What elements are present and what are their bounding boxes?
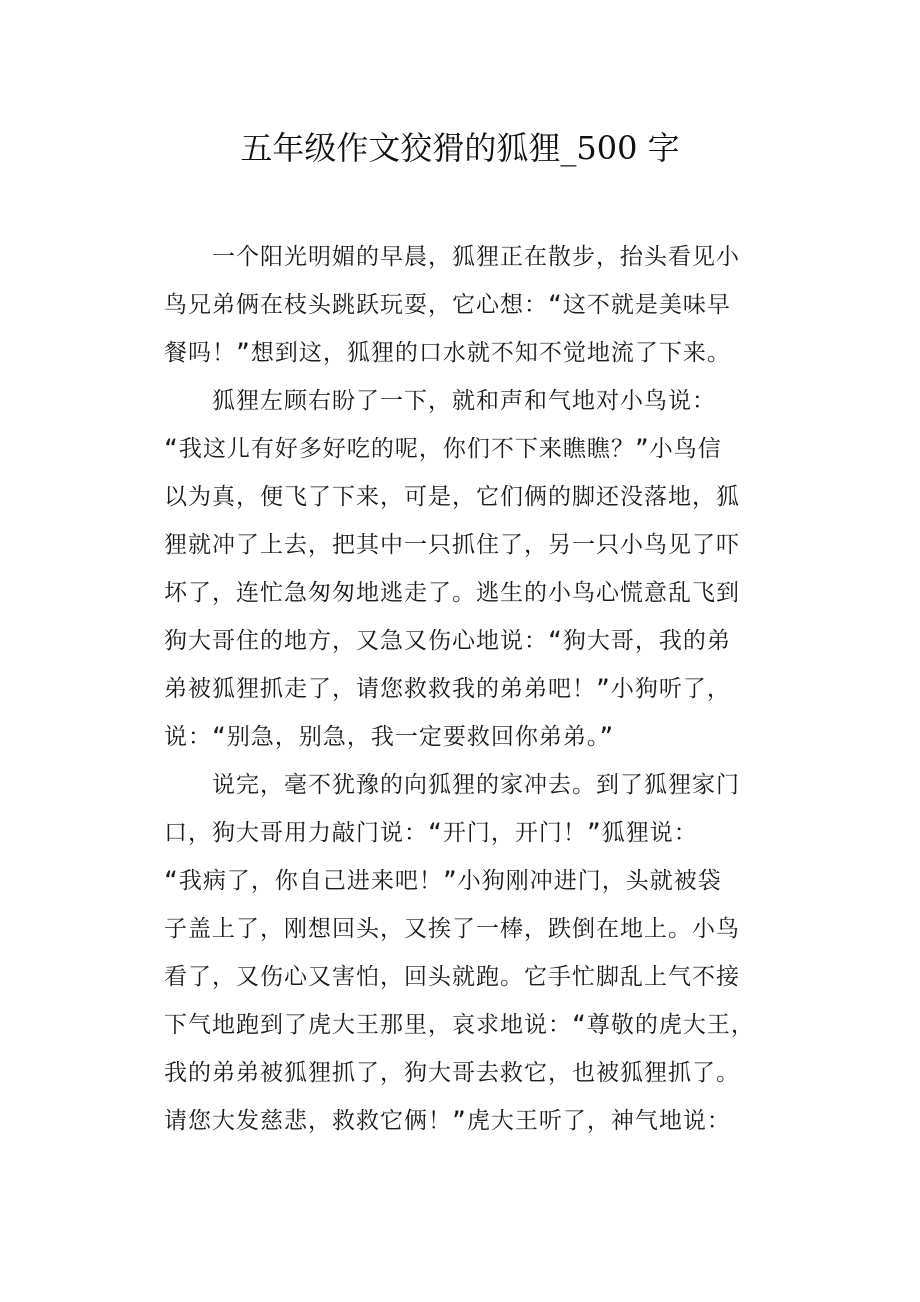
text-line-9: 狗大哥住的地方，又急又伤心地说：“狗大哥，我的弟 — [164, 628, 731, 654]
text-line-19: 请您大发慈悲，救救它俩！”虎大王听了，神气地说： — [164, 1108, 731, 1134]
text-line-4: 狐狸左顾右盼了一下，就和声和气地对小鸟说： — [164, 388, 716, 414]
text-line-3: 餐吗！”想到这，狐狸的口水就不知不觉地流了下来。 — [164, 340, 731, 366]
text-line-17: 下气地跑到了虎大王那里，哀求地说：“尊敬的虎大王， — [164, 1012, 755, 1038]
text-line-15: 子盖上了，刚想回头，又挨了一棒，跌倒在地上。小鸟 — [164, 916, 740, 942]
text-line-11: 说：“别急，别急，我一定要救回你弟弟。” — [164, 724, 615, 750]
text-line-10: 弟被狐狸抓走了，请您救救我的弟弟吧！”小狗听了， — [164, 676, 731, 702]
document-title: 五年级作文狡猾的狐狸_500 字 — [240, 129, 680, 167]
text-line-18: 我的弟弟被狐狸抓了，狗大哥去救它，也被狐狸抓了。 — [164, 1060, 740, 1086]
text-line-5: “我这儿有好多好吃的呢，你们不下来瞧瞧？”小鸟信 — [164, 436, 722, 462]
text-line-2: 鸟兄弟俩在枝头跳跃玩耍，它心想：“这不就是美味早 — [164, 292, 731, 318]
text-line-13: 口，狗大哥用力敲门说：“开门，开门！”狐狸说： — [164, 820, 698, 846]
text-line-1: 一个阳光明媚的早晨，狐狸正在散步，抬头看见小 — [164, 244, 740, 270]
text-line-16: 看了，又伤心又害怕，回头就跑。它手忙脚乱上气不接 — [164, 964, 740, 990]
text-line-7: 狸就冲了上去，把其中一只抓住了，另一只小鸟见了吓 — [164, 532, 740, 558]
text-line-6: 以为真，便飞了下来，可是，它们俩的脚还没落地，狐 — [164, 484, 740, 510]
text-line-8: 坏了，连忙急匆匆地逃走了。逃生的小鸟心慌意乱飞到 — [164, 580, 740, 606]
text-line-14: “我病了，你自己进来吧！”小狗刚冲进门，头就被袋 — [164, 868, 722, 894]
text-line-12: 说完，毫不犹豫的向狐狸的家冲去。到了狐狸家门 — [164, 772, 740, 798]
